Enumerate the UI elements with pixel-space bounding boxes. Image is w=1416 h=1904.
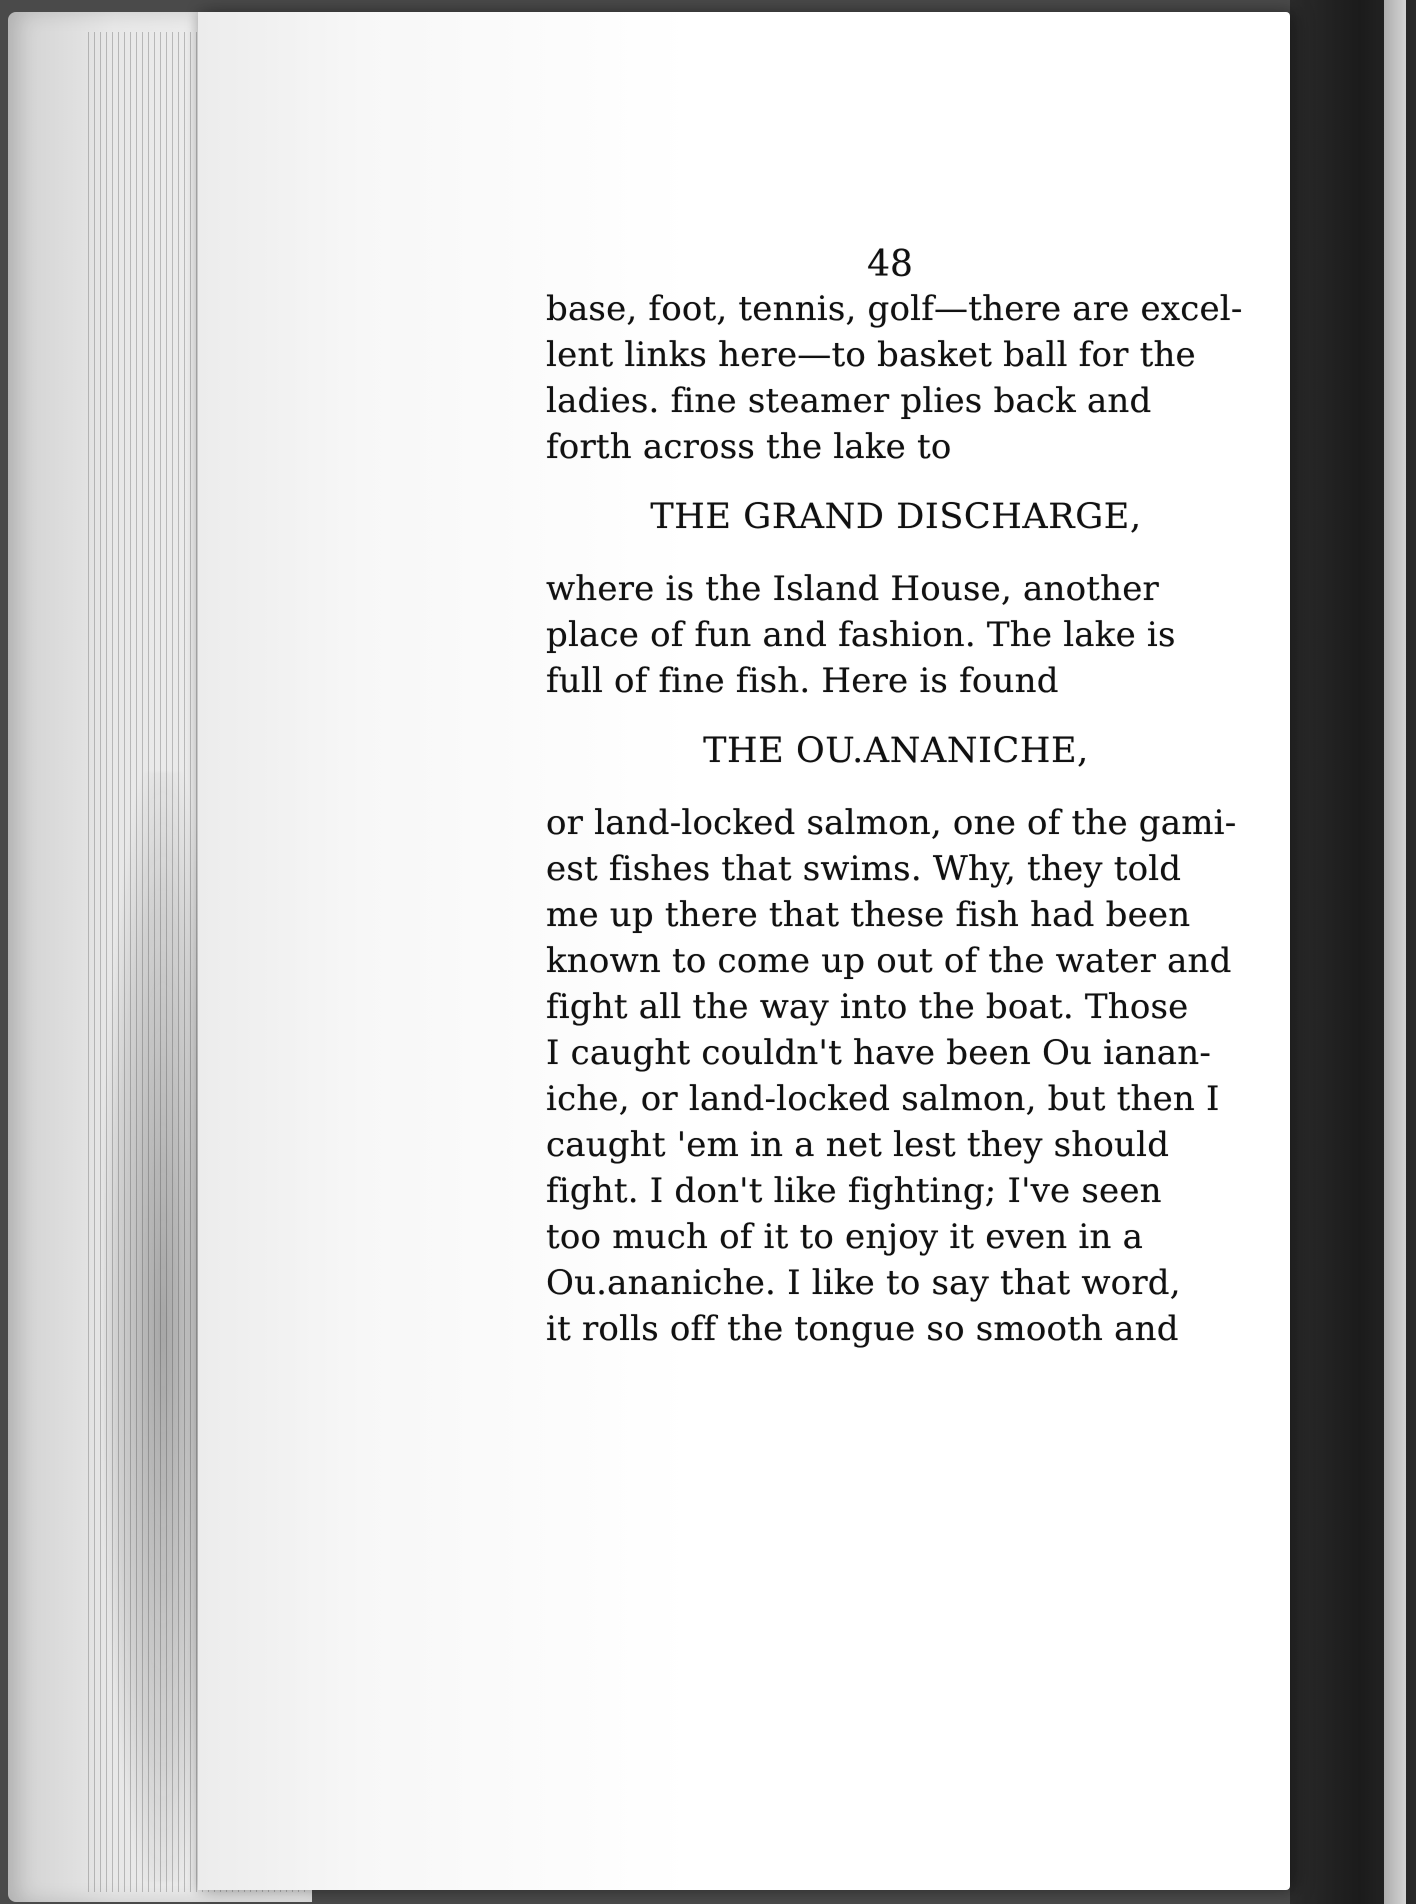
text-line: full of fine fish. Here is found xyxy=(546,661,1059,701)
text-line: est fishes that swims. Why, they told xyxy=(546,849,1182,889)
scan-background-right xyxy=(1290,0,1416,1904)
text-line: me up there that these fish had been xyxy=(546,895,1191,935)
page-number: 48 xyxy=(867,244,913,285)
text-line: Ou.ananiche. I like to say that word, xyxy=(546,1263,1181,1303)
text-line: forth across the lake to xyxy=(546,427,952,467)
paragraph-1 xyxy=(546,286,1246,470)
text-line: too much of it to enjoy it even in a xyxy=(546,1217,1144,1257)
text-line: lent links here—to basket ball for the xyxy=(546,335,1196,375)
paragraph-3 xyxy=(546,800,1246,1352)
text-line: base, foot, tennis, golf—there are excel- xyxy=(546,289,1243,329)
text-line: place of fun and fashion. The lake is xyxy=(546,615,1176,655)
heading-grand-discharge: THE GRAND DISCHARGE, xyxy=(650,497,1142,537)
next-page-edge xyxy=(1384,0,1406,1904)
text-line: fight. I don't like fighting; I've seen xyxy=(546,1171,1162,1211)
text-line: it rolls off the tongue so smooth and xyxy=(546,1309,1179,1349)
text-line: caught 'em in a net lest they should xyxy=(546,1125,1170,1165)
text-line: ladies. fine steamer plies back and xyxy=(546,381,1152,421)
paragraph-2 xyxy=(546,566,1246,704)
text-line: where is the Island House, another xyxy=(546,569,1159,609)
page-text xyxy=(546,240,1246,1352)
heading-ouananiche: THE OU.ANANICHE, xyxy=(703,731,1089,771)
text-line: or land-locked salmon, one of the gami- xyxy=(546,803,1237,843)
text-line: I caught couldn't have been Ou ianan- xyxy=(546,1033,1212,1073)
text-line: known to come up out of the water and xyxy=(546,941,1232,981)
text-line: iche, or land-locked salmon, but then I xyxy=(546,1079,1220,1119)
text-line: fight all the way into the boat. Those xyxy=(546,987,1189,1027)
